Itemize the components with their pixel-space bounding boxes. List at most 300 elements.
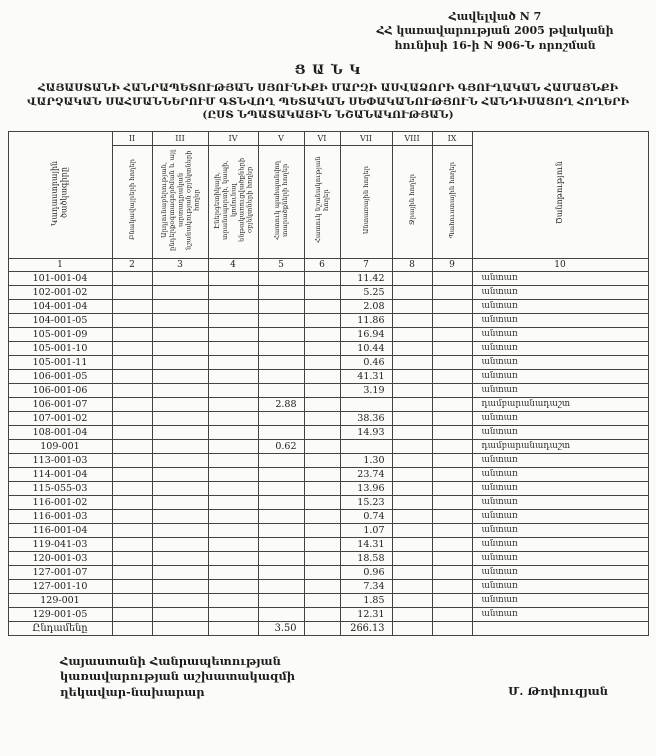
value-cell xyxy=(392,271,432,285)
column-number: 1 xyxy=(8,258,112,271)
note-cell: անտառ xyxy=(472,607,648,621)
annex-line: Հավելված N 7 xyxy=(448,10,542,23)
note-cell: անտառ xyxy=(472,551,648,565)
value-cell xyxy=(432,397,472,411)
table-row xyxy=(8,439,648,453)
column-number: 3 xyxy=(152,258,208,271)
value-cell xyxy=(152,439,208,453)
value-cell xyxy=(112,299,152,313)
value-cell xyxy=(112,537,152,551)
value-cell xyxy=(112,509,152,523)
value-cell xyxy=(304,607,340,621)
value-cell xyxy=(258,425,304,439)
value-cell xyxy=(432,383,472,397)
column-header xyxy=(208,145,258,258)
column-label: Անտառային հողեր xyxy=(361,165,370,234)
value-cell xyxy=(112,369,152,383)
column-numeral: VII xyxy=(340,131,392,145)
value-cell: 14.93 xyxy=(340,425,392,439)
value-cell xyxy=(432,369,472,383)
value-cell xyxy=(152,621,208,635)
cadastral-code-cell: 101-001-04 xyxy=(8,271,112,285)
column-header xyxy=(112,145,152,258)
value-cell xyxy=(258,299,304,313)
value-cell xyxy=(208,411,258,425)
value-cell xyxy=(432,551,472,565)
value-cell xyxy=(258,327,304,341)
value-cell xyxy=(258,551,304,565)
value-cell xyxy=(112,355,152,369)
note-cell: անտառ xyxy=(472,481,648,495)
column-number: 9 xyxy=(432,258,472,271)
value-cell xyxy=(432,355,472,369)
value-cell xyxy=(112,481,152,495)
value-cell xyxy=(258,285,304,299)
value-cell xyxy=(432,411,472,425)
cadastral-code-cell: 107-001-02 xyxy=(8,411,112,425)
value-cell xyxy=(258,495,304,509)
value-cell xyxy=(112,313,152,327)
value-cell xyxy=(152,453,208,467)
value-cell xyxy=(432,467,472,481)
value-cell xyxy=(112,607,152,621)
value-cell xyxy=(112,439,152,453)
value-cell xyxy=(432,565,472,579)
table-row xyxy=(8,355,648,369)
value-cell xyxy=(304,579,340,593)
value-cell xyxy=(392,355,432,369)
value-cell xyxy=(208,285,258,299)
value-cell xyxy=(112,621,152,635)
note-cell: անտառ xyxy=(472,355,648,369)
value-cell xyxy=(304,565,340,579)
table-row xyxy=(8,523,648,537)
table-row xyxy=(8,453,648,467)
table-row xyxy=(8,579,648,593)
value-cell xyxy=(152,397,208,411)
annex-reference xyxy=(360,10,630,53)
value-cell xyxy=(392,425,432,439)
document-subtitle xyxy=(0,82,656,123)
column-numeral: V xyxy=(258,131,304,145)
value-cell xyxy=(258,271,304,285)
value-cell xyxy=(392,551,432,565)
value-cell xyxy=(258,607,304,621)
table-row xyxy=(8,271,648,285)
value-cell: 18.58 xyxy=(340,551,392,565)
column-label: Հատուկ նշանակության հողեր xyxy=(313,156,330,244)
value-cell: 15.23 xyxy=(340,495,392,509)
subtitle-line: ՀԱՅԱՍՏԱՆԻ ՀԱՆՐԱՊԵՏՈՒԹՅԱՆ ՍՅՈՒՆԻՔԻ ՄԱՐԶԻ ԱՍՎԱՁՈՐԻ ԳՅՈՒՂԱԿԱՆ ՀԱՄԱՅՆՔԻ xyxy=(37,81,619,94)
value-cell xyxy=(208,509,258,523)
value-cell: 5.25 xyxy=(340,285,392,299)
value-cell xyxy=(304,523,340,537)
cadastral-code-cell: 108-001-04 xyxy=(8,425,112,439)
cadastral-code-cell: 104-001-05 xyxy=(8,313,112,327)
value-cell xyxy=(112,551,152,565)
value-cell xyxy=(392,523,432,537)
value-cell: 1.85 xyxy=(340,593,392,607)
value-cell xyxy=(304,537,340,551)
value-cell xyxy=(304,411,340,425)
cadastral-code-cell: 116-001-03 xyxy=(8,509,112,523)
total-row xyxy=(8,621,648,635)
value-cell xyxy=(152,593,208,607)
value-cell xyxy=(112,327,152,341)
value-cell xyxy=(208,523,258,537)
signatory-title-line: ղեկավար-նախարար xyxy=(60,684,205,699)
value-cell xyxy=(432,313,472,327)
note-cell: անտառ xyxy=(472,467,648,481)
value-cell xyxy=(304,271,340,285)
value-cell xyxy=(392,439,432,453)
value-cell xyxy=(304,369,340,383)
table-row xyxy=(8,593,648,607)
value-cell xyxy=(152,299,208,313)
value-cell: 1.07 xyxy=(340,523,392,537)
value-cell xyxy=(152,523,208,537)
value-cell xyxy=(208,565,258,579)
value-cell: 3.50 xyxy=(258,621,304,635)
cadastral-code-cell: 102-001-02 xyxy=(8,285,112,299)
note-cell: անտառ xyxy=(472,383,648,397)
value-cell xyxy=(112,397,152,411)
value-cell xyxy=(152,411,208,425)
value-cell xyxy=(432,285,472,299)
value-cell: 23.74 xyxy=(340,467,392,481)
value-cell xyxy=(432,593,472,607)
value-cell xyxy=(432,621,472,635)
value-cell xyxy=(152,481,208,495)
value-cell xyxy=(208,425,258,439)
cadastral-code-cell: 119-041-03 xyxy=(8,537,112,551)
value-cell xyxy=(112,411,152,425)
value-cell xyxy=(208,537,258,551)
column-numeral: VIII xyxy=(392,131,432,145)
value-cell xyxy=(304,313,340,327)
column-header xyxy=(392,145,432,258)
column-header xyxy=(340,145,392,258)
column-numeral: III xyxy=(152,131,208,145)
value-cell xyxy=(304,355,340,369)
value-cell xyxy=(208,313,258,327)
note-cell: անտառ xyxy=(472,495,648,509)
note-cell: անտառ xyxy=(472,411,648,425)
value-cell xyxy=(112,341,152,355)
value-cell: 2.08 xyxy=(340,299,392,313)
cadastral-code-cell: 106-001-07 xyxy=(8,397,112,411)
note-cell: անտառ xyxy=(472,327,648,341)
value-cell xyxy=(208,579,258,593)
value-cell xyxy=(392,453,432,467)
value-cell xyxy=(112,467,152,481)
column-header xyxy=(258,145,304,258)
signatory-title-line: Հայաստանի Հանրապետության xyxy=(60,653,281,668)
value-cell xyxy=(392,509,432,523)
value-cell xyxy=(392,537,432,551)
value-cell xyxy=(152,495,208,509)
signatory-title-line: կառավարության աշխատակազմի xyxy=(60,669,296,684)
cadastral-code-cell: 113-001-03 xyxy=(8,453,112,467)
cadastral-code-cell: 129-001 xyxy=(8,593,112,607)
column-header xyxy=(304,145,340,258)
header-number-row xyxy=(8,258,648,271)
value-cell xyxy=(392,411,432,425)
value-cell xyxy=(208,593,258,607)
column-label: Պահուստային հողեր xyxy=(447,161,456,238)
value-cell xyxy=(152,565,208,579)
value-cell xyxy=(112,453,152,467)
value-cell xyxy=(304,383,340,397)
land-parcels-table xyxy=(8,131,649,636)
signature-block xyxy=(60,654,608,701)
value-cell xyxy=(152,285,208,299)
value-cell xyxy=(258,481,304,495)
value-cell xyxy=(304,327,340,341)
table-row xyxy=(8,383,648,397)
value-cell xyxy=(258,411,304,425)
table-row xyxy=(8,425,648,439)
cadastral-code-cell: 105-001-09 xyxy=(8,327,112,341)
value-cell xyxy=(392,299,432,313)
value-cell xyxy=(208,481,258,495)
value-cell xyxy=(258,523,304,537)
table-row xyxy=(8,285,648,299)
column-header xyxy=(152,145,208,258)
value-cell xyxy=(208,621,258,635)
value-cell xyxy=(340,397,392,411)
column-numeral: IX xyxy=(432,131,472,145)
cadastral-code-cell: 127-001-10 xyxy=(8,579,112,593)
note-cell xyxy=(472,621,648,635)
value-cell xyxy=(152,509,208,523)
value-cell xyxy=(258,565,304,579)
value-cell xyxy=(208,439,258,453)
column-header xyxy=(8,131,112,258)
value-cell xyxy=(258,453,304,467)
value-cell xyxy=(392,383,432,397)
column-label: Ջրային հողեր xyxy=(407,174,416,226)
value-cell xyxy=(304,495,340,509)
value-cell: 2.88 xyxy=(258,397,304,411)
document-title: Ց Ա Ն Կ xyxy=(294,62,362,78)
value-cell: 12.31 xyxy=(340,607,392,621)
value-cell xyxy=(112,495,152,509)
note-cell: անտառ xyxy=(472,523,648,537)
table-row xyxy=(8,551,648,565)
value-cell xyxy=(258,383,304,397)
cadastral-code-cell: 105-001-10 xyxy=(8,341,112,355)
value-cell xyxy=(304,621,340,635)
table-row xyxy=(8,341,648,355)
column-number: 8 xyxy=(392,258,432,271)
column-number: 7 xyxy=(340,258,392,271)
value-cell xyxy=(152,425,208,439)
value-cell xyxy=(304,285,340,299)
column-label: Հատուկ պահպանվող տարածքների հողեր xyxy=(272,160,289,240)
value-cell xyxy=(152,313,208,327)
table-row xyxy=(8,397,648,411)
value-cell xyxy=(152,383,208,397)
value-cell xyxy=(208,467,258,481)
table-row xyxy=(8,313,648,327)
column-label: Արդյունաբերության, ընդերքօգտագործման և այլ արտադրական նշանակության օբյեկտների հողեր xyxy=(159,149,201,251)
column-number: 2 xyxy=(112,258,152,271)
value-cell xyxy=(152,327,208,341)
cadastral-code-cell: 104-001-04 xyxy=(8,299,112,313)
cadastral-code-cell: 115-055-03 xyxy=(8,481,112,495)
value-cell xyxy=(208,299,258,313)
subtitle-line: (ԸՍՏ ՆՊԱՏԱԿԱՅԻՆ ՆՇԱՆԱԿՈՒԹՅԱՆ) xyxy=(202,109,454,122)
value-cell xyxy=(432,607,472,621)
note-cell: անտառ xyxy=(472,313,648,327)
table-row xyxy=(8,537,648,551)
note-cell: անտառ xyxy=(472,565,648,579)
value-cell xyxy=(304,481,340,495)
cadastral-code-cell: 127-001-07 xyxy=(8,565,112,579)
note-cell: անտառ xyxy=(472,593,648,607)
value-cell xyxy=(208,327,258,341)
value-cell xyxy=(152,271,208,285)
value-cell xyxy=(258,341,304,355)
value-cell xyxy=(258,313,304,327)
table-row xyxy=(8,481,648,495)
value-cell: 11.42 xyxy=(340,271,392,285)
note-cell: անտառ xyxy=(472,369,648,383)
column-label: Կադաստրային ծածկագիրը xyxy=(50,160,69,226)
note-cell: անտառ xyxy=(472,453,648,467)
value-cell: 11.86 xyxy=(340,313,392,327)
note-cell: անտառ xyxy=(472,299,648,313)
value-cell xyxy=(208,551,258,565)
value-cell xyxy=(112,579,152,593)
value-cell xyxy=(304,439,340,453)
cadastral-code-cell: 114-001-04 xyxy=(8,467,112,481)
value-cell: 266.13 xyxy=(340,621,392,635)
value-cell xyxy=(432,425,472,439)
value-cell xyxy=(304,593,340,607)
value-cell xyxy=(432,523,472,537)
value-cell: 38.36 xyxy=(340,411,392,425)
value-cell xyxy=(152,369,208,383)
column-label: Էներգետիկայի, տրանսպորտի, կապի, կոմունալ ենթակառուցվածքների օբյեկտների հողեր xyxy=(212,157,254,242)
value-cell xyxy=(112,523,152,537)
cadastral-code-cell: 109-001 xyxy=(8,439,112,453)
value-cell xyxy=(152,341,208,355)
value-cell xyxy=(258,579,304,593)
value-cell xyxy=(304,467,340,481)
table-row xyxy=(8,467,648,481)
value-cell xyxy=(208,453,258,467)
value-cell xyxy=(152,537,208,551)
value-cell: 1.30 xyxy=(340,453,392,467)
value-cell xyxy=(304,397,340,411)
value-cell xyxy=(392,313,432,327)
value-cell xyxy=(392,341,432,355)
value-cell xyxy=(392,467,432,481)
value-cell xyxy=(152,355,208,369)
value-cell xyxy=(304,299,340,313)
subtitle-line: ՎԱՐՉԱԿԱՆ ՍԱՀՄԱՆՆԵՐՈՒՄ ԳՏՆՎՈՂ ՊԵՏԱԿԱՆ ՍԵՓԱԿԱՆՈՒԹՅՈՒՆ ՀԱՆԴԻՍԱՑՈՂ ՀՈՂԵՐԻ xyxy=(26,95,630,108)
cadastral-code-cell: 129-001-05 xyxy=(8,607,112,621)
value-cell xyxy=(208,355,258,369)
value-cell xyxy=(258,537,304,551)
column-number: 5 xyxy=(258,258,304,271)
cadastral-code-cell: 116-001-04 xyxy=(8,523,112,537)
note-cell: դամբարանադաշտ xyxy=(472,439,648,453)
value-cell xyxy=(304,341,340,355)
header-numeral-row xyxy=(8,131,648,145)
note-cell: անտառ xyxy=(472,341,648,355)
value-cell xyxy=(432,341,472,355)
value-cell xyxy=(432,537,472,551)
cadastral-code-cell: 116-001-02 xyxy=(8,495,112,509)
annex-line: հունիսի 16-ի N 906-Ն որոշման xyxy=(394,38,596,52)
value-cell xyxy=(432,299,472,313)
value-cell xyxy=(152,551,208,565)
value-cell xyxy=(304,551,340,565)
column-number: 4 xyxy=(208,258,258,271)
column-label: Ծանոթություն xyxy=(555,161,565,225)
value-cell xyxy=(392,495,432,509)
value-cell xyxy=(208,607,258,621)
value-cell xyxy=(392,397,432,411)
value-cell: 0.96 xyxy=(340,565,392,579)
value-cell: 10.44 xyxy=(340,341,392,355)
value-cell xyxy=(112,285,152,299)
table-row xyxy=(8,411,648,425)
value-cell xyxy=(152,467,208,481)
value-cell: 0.74 xyxy=(340,509,392,523)
value-cell xyxy=(152,607,208,621)
column-numeral: II xyxy=(112,131,152,145)
value-cell xyxy=(208,341,258,355)
value-cell xyxy=(432,327,472,341)
value-cell xyxy=(392,565,432,579)
value-cell xyxy=(208,495,258,509)
value-cell xyxy=(392,285,432,299)
value-cell xyxy=(304,453,340,467)
column-numeral: IV xyxy=(208,131,258,145)
value-cell xyxy=(258,509,304,523)
value-cell xyxy=(392,593,432,607)
value-cell xyxy=(208,369,258,383)
value-cell: 41.31 xyxy=(340,369,392,383)
column-numeral: VI xyxy=(304,131,340,145)
table-row xyxy=(8,327,648,341)
column-label: Բնակավայրերի հողեր xyxy=(127,159,136,241)
table-row xyxy=(8,607,648,621)
value-cell: 3.19 xyxy=(340,383,392,397)
value-cell xyxy=(432,481,472,495)
table-head xyxy=(8,131,648,271)
column-number: 6 xyxy=(304,258,340,271)
table-body xyxy=(8,271,648,635)
table-row xyxy=(8,299,648,313)
value-cell xyxy=(340,439,392,453)
column-header xyxy=(472,131,648,258)
value-cell xyxy=(112,565,152,579)
cadastral-code-cell: 106-001-06 xyxy=(8,383,112,397)
value-cell: 16.94 xyxy=(340,327,392,341)
value-cell xyxy=(432,453,472,467)
value-cell xyxy=(112,425,152,439)
value-cell xyxy=(432,509,472,523)
note-cell: դամբարանադաշտ xyxy=(472,397,648,411)
value-cell xyxy=(112,383,152,397)
cadastral-code-cell: 120-001-03 xyxy=(8,551,112,565)
table-row xyxy=(8,565,648,579)
